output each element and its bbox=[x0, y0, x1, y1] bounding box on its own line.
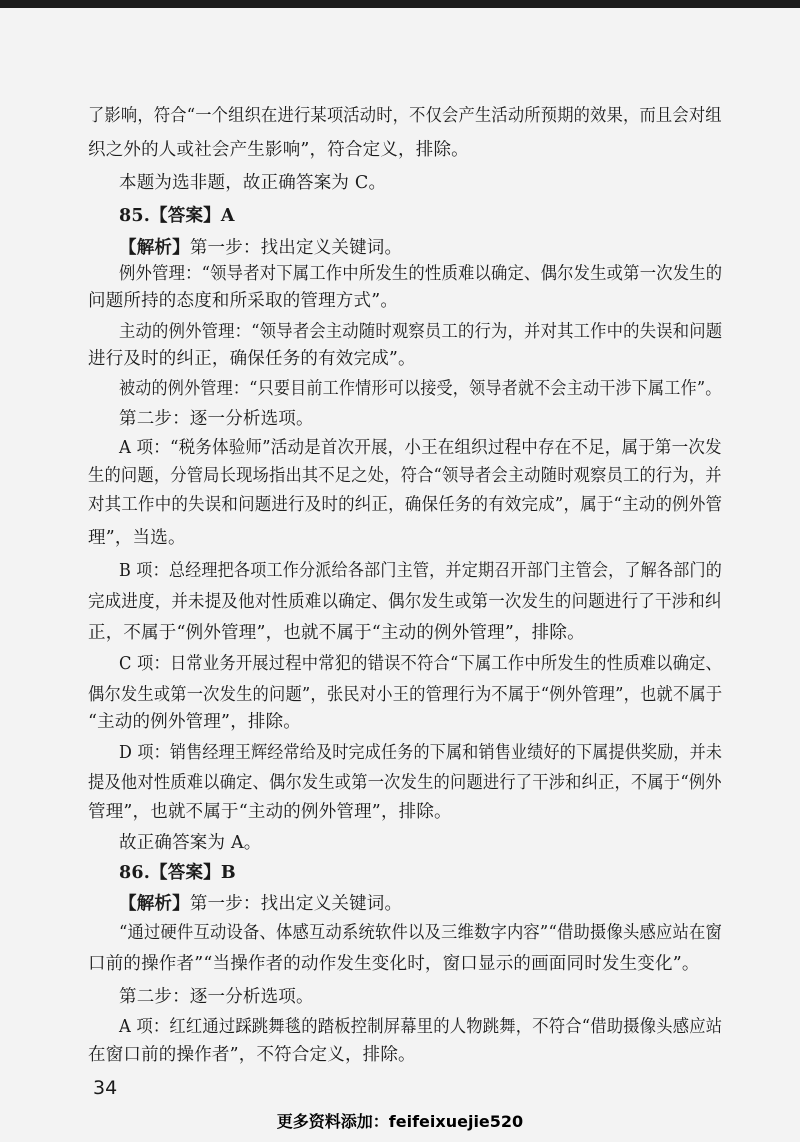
text-line: 生的问题，分管局长现场指出其不足之处，符合“领导者会主动随时观察员工的行为，并 bbox=[88, 466, 722, 486]
text-line: 本题为选非题，故正确答案为 C。 bbox=[119, 173, 387, 193]
text-line: 口前的操作者”“当操作者的动作发生变化时，窗口显示的画面同时发生变化”。 bbox=[88, 954, 700, 974]
text-line: 例外管理：“领导者对下属工作中所发生的性质难以确定、偶尔发生或第一次发生的 bbox=[119, 264, 723, 284]
text-line: 第二步：逐一分析选项。 bbox=[119, 987, 314, 1007]
text-line: 管理”，也就不属于“主动的例外管理”，排除。 bbox=[88, 802, 452, 822]
analysis-heading: 【解析】第一步：找出定义关键词。 bbox=[119, 238, 403, 258]
text-line: 在窗口前的操作者”，不符合定义，排除。 bbox=[88, 1045, 416, 1065]
text-line: 对其工作中的失误和问题进行及时的纠正，确保任务的有效完成”，属于“主动的例外管 bbox=[88, 495, 723, 515]
answer-heading: 86.【答案】B bbox=[119, 863, 236, 883]
text-line: 问题所持的态度和所采取的管理方式”。 bbox=[88, 291, 399, 311]
answer-heading: 85.【答案】A bbox=[119, 206, 235, 226]
text-line: 提及他对性质难以确定、偶尔发生或第一次发生的问题进行了干涉和纠正，不属于“例外 bbox=[88, 773, 722, 793]
text-line: 故正确答案为 A。 bbox=[119, 833, 262, 853]
text-line: 正，不属于“例外管理”，也就不属于“主动的例外管理”，排除。 bbox=[88, 623, 585, 643]
text-line: 偶尔发生或第一次发生的问题”，张民对小王的管理行为不属于“例外管理”，也就不属于 bbox=[88, 685, 723, 705]
text-line: 被动的例外管理：“只要目前工作情形可以接受，领导者就不会主动干涉下属工作”。 bbox=[119, 379, 722, 399]
page-number: 34 bbox=[93, 1077, 118, 1099]
scan-top-edge bbox=[0, 0, 800, 8]
text-line: A 项：“税务体验师”活动是首次开展，小王在组织过程中存在不足，属于第一次发 bbox=[119, 438, 722, 458]
text-line: D 项：销售经理王辉经常给及时完成任务的下属和销售业绩好的下属提供奖励，并未 bbox=[119, 743, 723, 763]
text-line: 进行及时的纠正，确保任务的有效完成”。 bbox=[88, 349, 416, 369]
text-line: 第二步：逐一分析选项。 bbox=[119, 409, 314, 429]
text-line: “主动的例外管理”，排除。 bbox=[88, 712, 301, 732]
text-line: 织之外的人或社会产生影响”，符合定义，排除。 bbox=[88, 140, 469, 160]
text-line: 主动的例外管理：“领导者会主动随时观察员工的行为，并对其工作中的失误和问题 bbox=[119, 322, 723, 342]
text-line: 完成进度，并未提及他对性质难以确定、偶尔发生或第一次发生的问题进行了干涉和纠 bbox=[88, 592, 722, 612]
analysis-heading: 【解析】第一步：找出定义关键词。 bbox=[119, 894, 403, 914]
text-line: B 项：总经理把各项工作分派给各部门主管，并定期召开部门主管会，了解各部门的 bbox=[119, 561, 723, 581]
text-line: A 项：红红通过踩跳舞毯的踏板控制屏幕里的人物跳舞，不符合“借助摄像头感应站 bbox=[119, 1017, 723, 1037]
text-line: “通过硬件互动设备、体感互动系统软件以及三维数字内容”“借助摄像头感应站在窗 bbox=[119, 923, 722, 943]
text-line: 了影响，符合“一个组织在进行某项活动时，不仅会产生活动所预期的效果，而且会对组 bbox=[88, 106, 722, 126]
text-line: C 项：日常业务开展过程中常犯的错误不符合“下属工作中所发生的性质难以确定、 bbox=[119, 654, 723, 674]
footer-watermark: 更多资料添加：feifeixuejie520 bbox=[276, 1112, 524, 1131]
text-line: 理”，当选。 bbox=[88, 528, 186, 548]
